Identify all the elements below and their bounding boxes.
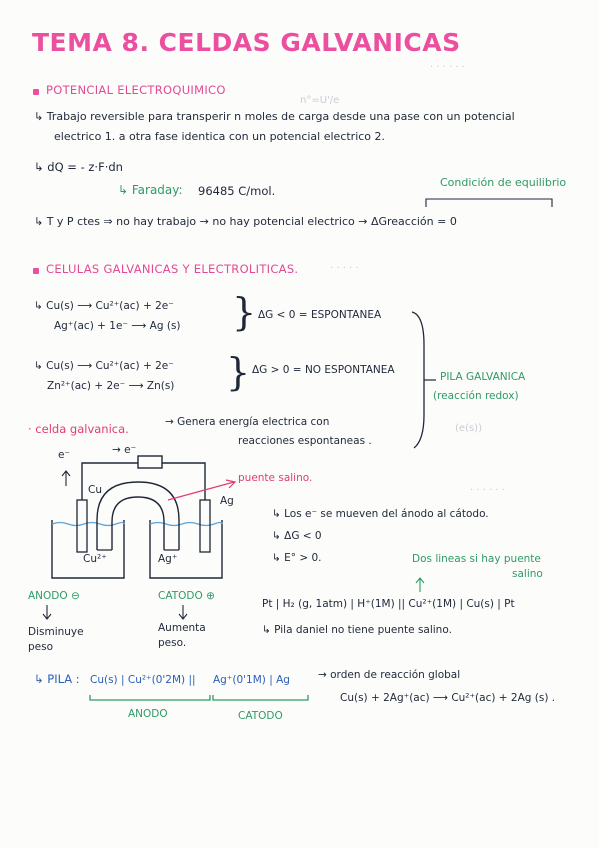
pila-anode-notation: Cu(s) | Cu²⁺(0'2M) || <box>90 674 196 686</box>
global-reaction: Cu(s) + 2Ag⁺(ac) ⟶ Cu²⁺(ac) + 2Ag (s) . <box>340 692 556 704</box>
salt-bridge-label: puente salino. <box>238 472 313 484</box>
note-line: ↳ ΔG < 0 <box>272 530 322 542</box>
ghost-text: (e(s)) <box>455 423 482 434</box>
pila-galvanica-sub: (reacción redox) <box>433 390 519 402</box>
brace: } <box>232 290 257 334</box>
equilibrium-note: Condición de equilibrio <box>440 176 567 189</box>
pila-anode-label: ANODO <box>128 708 168 720</box>
reaction-result: ΔG > 0 = NO ESPONTANEA <box>252 364 395 376</box>
faraday-label: ↳ Faraday: <box>118 183 183 197</box>
ghost-text: · · · · · <box>330 263 359 274</box>
solution-label-cu: Cu²⁺ <box>83 553 107 565</box>
cell-notation: Pt | H₂ (g, 1atm) | H⁺(1M) || Cu²⁺(1M) | Cu(s) | Pt <box>262 598 515 610</box>
page-title: TEMA 8. CELDAS GALVANICAS <box>32 28 461 57</box>
pila-label: ↳ PILA : <box>34 672 80 686</box>
anode-label: ANODO ⊖ <box>28 590 80 602</box>
section-heading: POTENCIAL ELECTROQUIMICO <box>46 83 226 97</box>
cathode-desc: Aumenta <box>158 622 206 634</box>
cathode-label: CATODO ⊕ <box>158 590 215 602</box>
pila-cathode-notation: Ag⁺(0'1M) | Ag <box>213 674 290 686</box>
electrode-label-cu: Cu <box>88 484 102 496</box>
ghost-text: · · · · · · <box>470 485 505 496</box>
electron-flow-label: → e⁻ <box>112 444 137 456</box>
pila-order-note: → orden de reacción global <box>318 669 461 681</box>
cathode-desc: peso. <box>158 637 187 649</box>
solution-label-ag: Ag⁺ <box>158 553 178 565</box>
salt-bridge-note: salino <box>512 568 543 580</box>
pila-cathode-label: CATODO <box>238 710 283 722</box>
anode-desc: peso <box>28 641 54 653</box>
text-line: ↳ Trabajo reversible para transperir n moles de carga desde una pase con un potencial <box>34 110 515 123</box>
text-line: ↳ T y P ctes ⇒ no hay trabajo → no hay potencial electrico → ΔGreacción = 0 <box>34 215 457 228</box>
reaction: Zn²⁺(ac) + 2e⁻ ⟶ Zn(s) <box>47 380 175 392</box>
salt-bridge-note: Dos lineas si hay puente <box>412 553 541 565</box>
note-line: ↳ Pila daniel no tiene puente salino. <box>262 624 452 636</box>
brace: } <box>226 350 251 394</box>
reaction-result: ΔG < 0 = ESPONTANEA <box>258 309 382 321</box>
ghost-text: n°=U'/e <box>300 95 340 106</box>
celda-desc: → Genera energía electrica con <box>165 416 330 428</box>
text-line: electrico 1. a otra fase identica con un potencial electrico 2. <box>54 130 386 143</box>
equation: ↳ dQ = - z·F·dn <box>34 160 123 174</box>
section-heading: CELULAS GALVANICAS Y ELECTROLITICAS. <box>46 262 299 276</box>
pila-galvanica-label: PILA GALVANICA <box>440 371 526 383</box>
anode-desc: Disminuye <box>28 626 84 638</box>
faraday-value: 96485 C/mol. <box>198 184 276 198</box>
electrode-label-ag: Ag <box>220 495 234 507</box>
celda-galvanica-label: · celda galvanica. <box>28 422 129 436</box>
electron-label: e⁻ <box>58 449 71 461</box>
reaction: ↳ Cu(s) ⟶ Cu²⁺(ac) + 2e⁻ <box>34 360 174 372</box>
note-line: ↳ Los e⁻ se mueven del ánodo al cátodo. <box>272 508 489 520</box>
celda-desc: reacciones espontaneas . <box>238 435 372 447</box>
reaction: ↳ Cu(s) ⟶ Cu²⁺(ac) + 2e⁻ <box>34 300 174 312</box>
ghost-text: · · · · · · <box>430 62 465 73</box>
reaction: Ag⁺(ac) + 1e⁻ ⟶ Ag (s) <box>54 320 181 332</box>
note-line: ↳ E° > 0. <box>272 552 322 564</box>
